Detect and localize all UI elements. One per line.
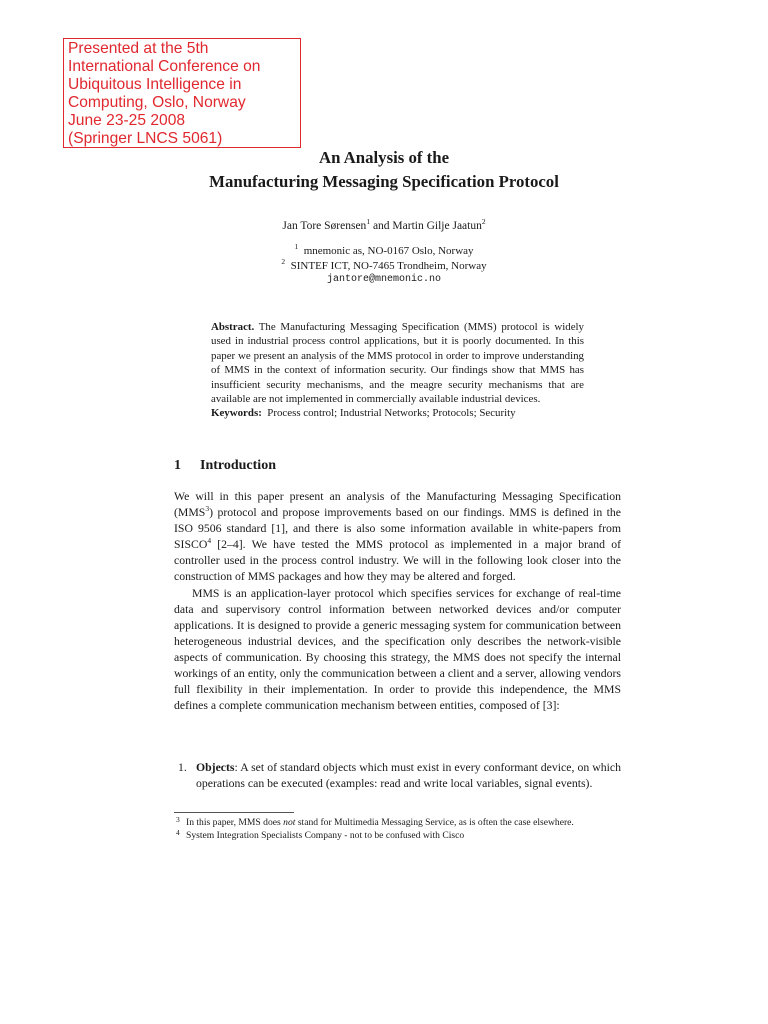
introduction-body — [174, 489, 621, 714]
note-line: June 23-25 2008 — [68, 112, 186, 129]
abstract — [211, 320, 584, 421]
note-line: Presented at the 5th — [68, 40, 209, 57]
paragraph: MMS is an application-layer protocol which specifies services for exchange of real-time data and supervisory control information between networked devices and/or computer applications. It is designed to provide a generic messaging system for communication between heterogeneous industrial devices, and the specification only describes the network-visible aspects of communication. By choosing this strategy, the MMS does not specify the internal workings of an entity, only the communication between a client and a server, allowing vendors full flexibility in their implementation. In order to provide this independence, the MMS defines a complete communication mechanism between entities, composed of [3]: — [174, 586, 621, 713]
note-line: (Springer LNCS 5061) — [68, 130, 223, 147]
author-name: Martin Gilje Jaatun — [392, 220, 482, 232]
paper-title — [0, 146, 768, 194]
footnote-4: 4 System Integration Specialists Company - not to be confused with Cisco — [176, 828, 465, 842]
emphasis: not — [283, 817, 296, 828]
keywords — [211, 406, 584, 420]
author-connector: and — [370, 220, 393, 232]
affiliation-mark: 1 — [366, 217, 371, 226]
affiliation-1 — [0, 244, 768, 259]
abstract-label: Abstract. — [211, 321, 255, 333]
affiliation-mark: 2 — [281, 256, 286, 266]
affiliation-mark: 1 — [294, 242, 299, 251]
footnote-3: 3 In this paper, MMS does not stand for Multimedia Messaging Service, as is often the case elsewhere. — [176, 815, 574, 828]
note-line: Ubiquitous Intelligence in — [68, 76, 242, 93]
title-line-2: Manufacturing Messaging Specification Protocol — [209, 172, 559, 191]
abstract-body — [211, 320, 584, 406]
affiliation-text: mnemonic as, NO-0167 Oslo, Norway — [303, 245, 474, 257]
section-heading — [174, 458, 276, 474]
keywords-label: Keywords: — [211, 407, 262, 420]
author-list — [0, 217, 768, 232]
affiliation-mark: 2 — [481, 217, 486, 226]
affiliation-2 — [0, 256, 768, 274]
affiliation-text: SINTEF ICT, NO-7465 Trondheim, Norway — [290, 259, 487, 272]
note-line: Computing, Oslo, Norway — [68, 94, 246, 111]
abstract-text: The Manufacturing Messaging Specification (MMS) protocol is widely used in industrial process control applications, but it is poorly documented. In this paper we present an analysis of the MMS protocol in order to improve understanding of MMS in the context of information security. Our findings show that MMS has insufficient security mechanisms, and the meagre security mechanisms that are available are not implemented in commercially available industrial devices. — [211, 321, 584, 406]
keywords-text: Process control; Industrial Networks; Protocols; Security — [267, 407, 516, 420]
list-number: 1. — [178, 761, 187, 774]
conference-note-box — [63, 38, 301, 148]
footnote-ref: 4 — [207, 536, 212, 546]
author-email: jantore@mnemonic.no — [326, 274, 442, 285]
text-run: stand for Multimedia Messaging Service, as is often the case elsewhere. — [295, 817, 574, 828]
section-title-text: Introduction — [200, 458, 276, 473]
note-line: International Conference on — [68, 58, 261, 75]
text-run: [2–4]. We have tested the MMS protocol as implemented in a major brand of controller used in the process control industry. We will in the following look closer into the construction of MMS packages and how they may be altered and forged. — [174, 538, 621, 584]
list-text: : A set of standard objects which must exist in every conformant device, on which operations can be executed (examples: read and write local variables, signal events). — [196, 761, 621, 791]
footnote-divider — [174, 812, 294, 813]
list-item — [174, 760, 621, 792]
paragraph — [174, 489, 621, 586]
text-run: In this paper, MMS does — [186, 817, 284, 828]
text-run: ) protocol and propose improvements based on our findings. MMS is defined in the ISO 9506 standard [1], and there is also some information available in white-papers from SISCO — [174, 506, 621, 552]
footnote-ref: 3 — [205, 504, 210, 514]
section-number: 1 — [174, 458, 181, 473]
footnotes — [174, 816, 621, 843]
author-name: Jan Tore Sørensen — [282, 220, 367, 232]
numbered-list — [174, 760, 621, 792]
affiliations — [0, 244, 768, 288]
text-run: We will in this paper present an analysis of the Manufacturing Messaging Specification (MMS — [174, 490, 621, 520]
text-run: System Integration Specialists Company - not to be confused with Cisco — [186, 830, 465, 842]
title-line-1: An Analysis of the — [318, 148, 450, 167]
list-term: Objects — [196, 761, 235, 774]
